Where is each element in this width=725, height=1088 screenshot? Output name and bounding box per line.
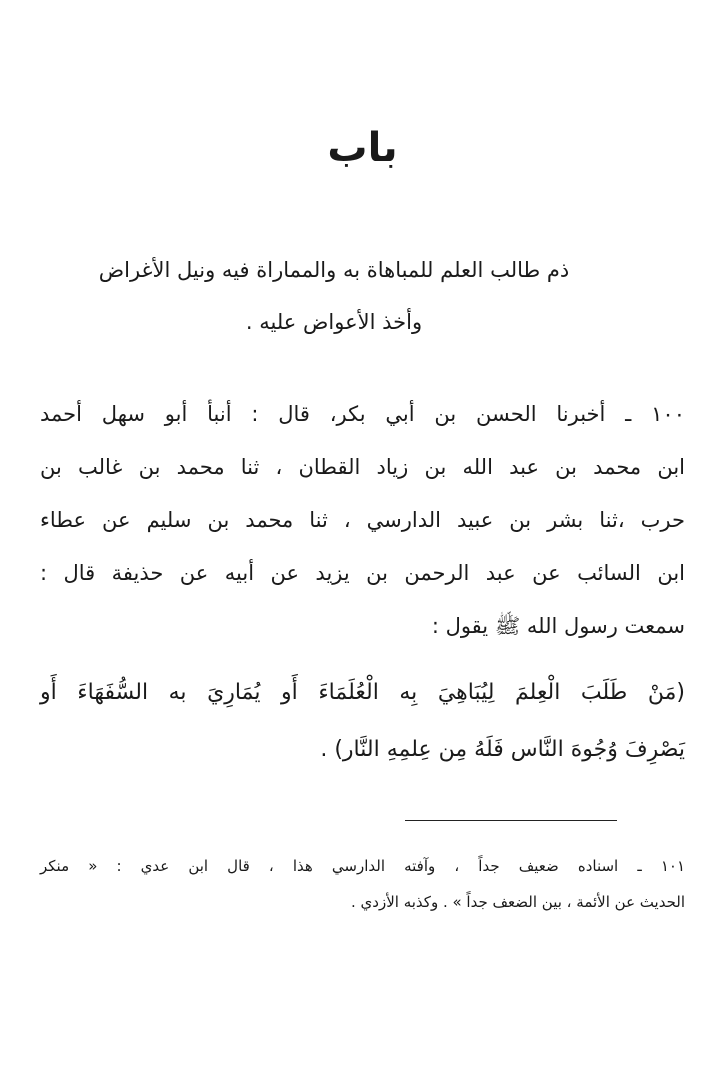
quote-line: يَصْرِفَ وُجُوهَ النَّاس فَلَهُ مِن عِلمِهِ النَّار) . — [320, 737, 685, 762]
quote-line: (مَنْ طَلَبَ الْعِلمَ لِيُبَاهِيَ بِه الْعُلَمَاءَ أَو يُمَارِيَ به السُّفَهَاءَ أَو — [40, 680, 685, 705]
hadith-chain-paragraph — [40, 388, 685, 653]
hadith-line: حرب ،ثنا بشر بن عبيد الدارسي ، ثنا محمد بن سليم عن عطاء — [40, 508, 685, 532]
footnote-line: ١٠١ ـ اسناده ضعيف جداً ، وآفته الدارسي هذا ، قال ابن عدي : « منكر — [40, 857, 685, 875]
footnote-line: الحديث عن الأئمة ، بين الضعف جداً » . وكذبه الأزدي . — [351, 893, 685, 911]
hadith-line: ١٠٠ ـ أخبرنا الحسن بن أبي بكر، قال : أنبأ أبو سهل أحمد — [40, 402, 685, 426]
subtitle-line: ذم طالب العلم للمباهاة به والمماراة فيه ونيل الأغراض — [98, 258, 570, 282]
hadith-line: ابن السائب عن عبد الرحمن بن يزيد عن أبيه عن حذيفة قال : — [40, 561, 685, 585]
hadith-line: سمعت رسول الله ﷺ يقول : — [431, 614, 685, 638]
hadith-text-quote — [40, 664, 685, 778]
chapter-subtitle — [70, 244, 598, 348]
footnote — [40, 848, 685, 920]
hadith-line: ابن محمد بن عبد الله بن زياد القطان ، ثنا محمد بن غالب بن — [40, 455, 685, 479]
chapter-title: باب — [327, 125, 398, 171]
footnote-divider — [405, 820, 617, 821]
subtitle-line: وأخذ الأعواض عليه . — [245, 310, 423, 334]
